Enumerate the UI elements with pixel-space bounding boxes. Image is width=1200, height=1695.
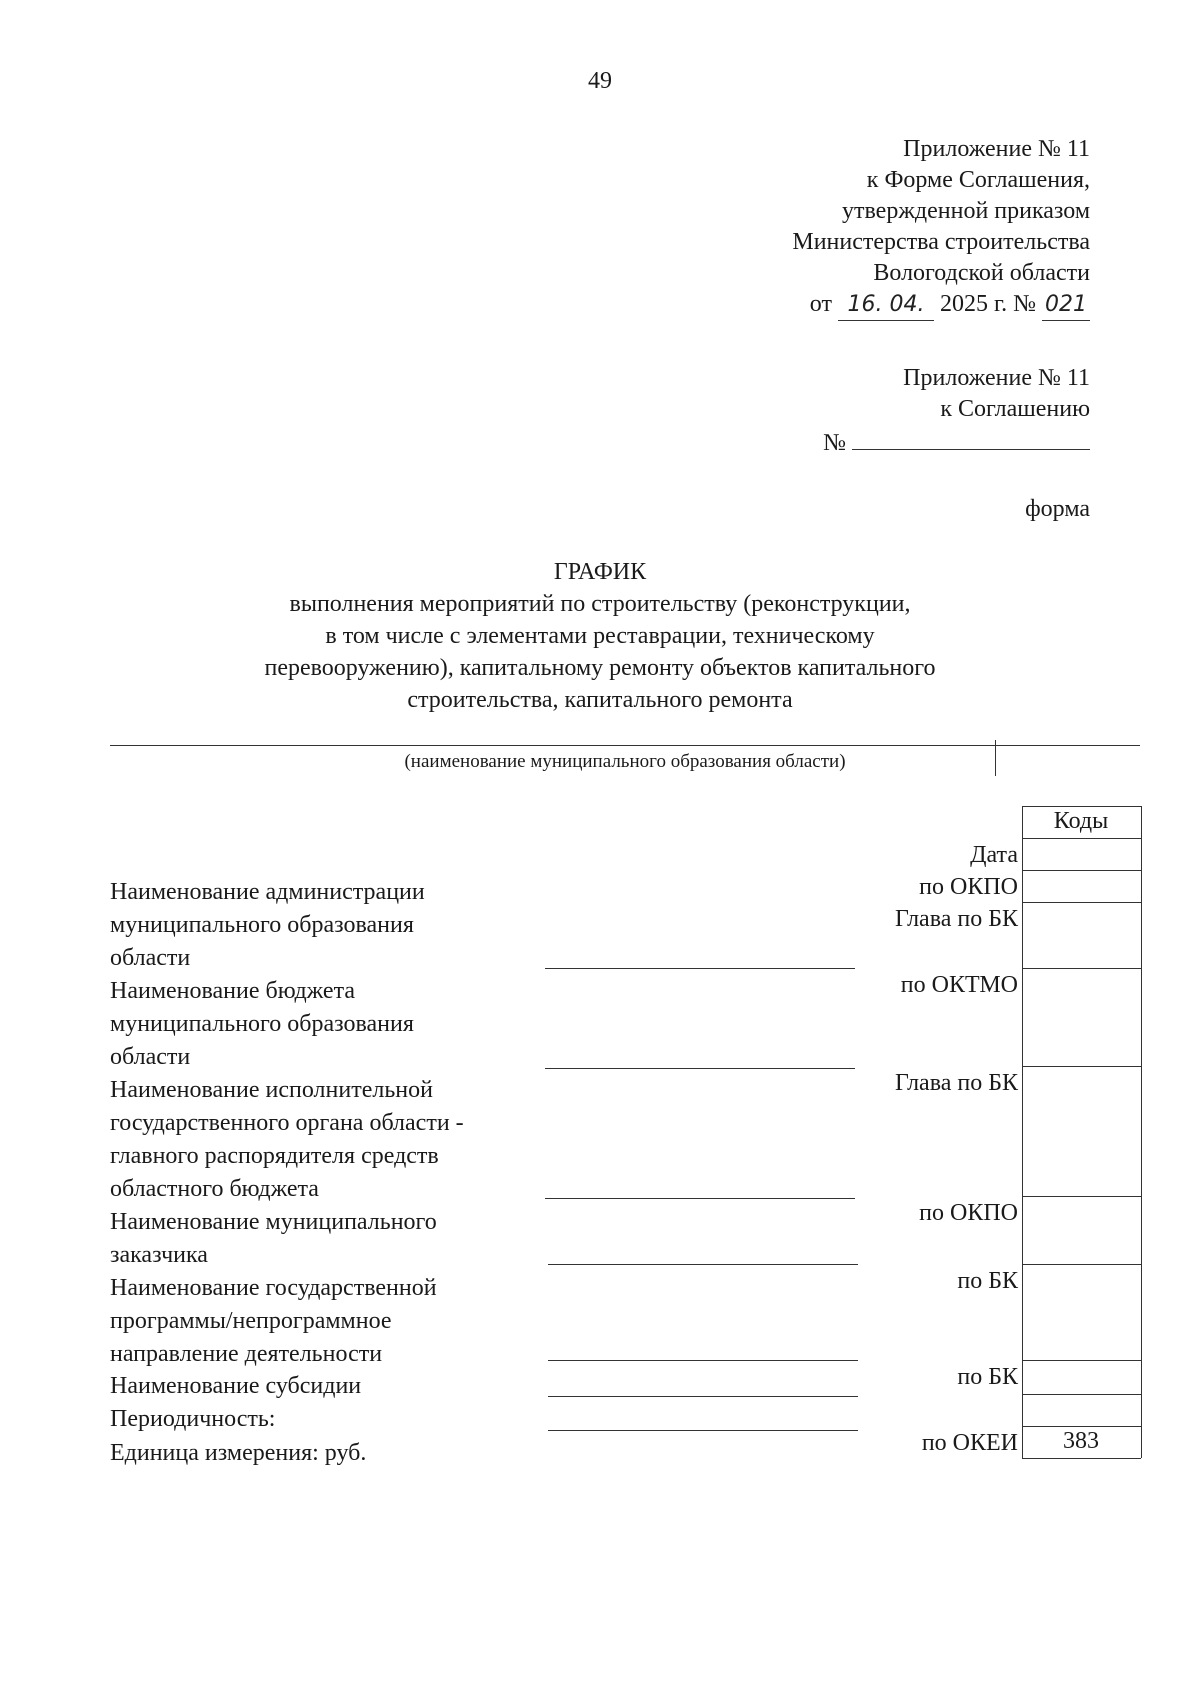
- year-text: 2025 г. №: [939, 291, 1036, 317]
- appendix-form-line: Министерства строительства: [792, 229, 1090, 255]
- code-label-okpo: по ОКПО: [919, 1200, 1018, 1226]
- budget-name-field[interactable]: [545, 1068, 855, 1069]
- codes-row-divider: [1022, 1066, 1141, 1067]
- codes-row-divider: [1022, 838, 1141, 839]
- budget-name-label: Наименование бюджета муниципального образования области: [110, 978, 414, 1070]
- codes-row-divider: [1022, 1426, 1141, 1427]
- codes-row-divider: [1022, 902, 1141, 903]
- municipality-name-line: [110, 745, 1140, 746]
- page-number: 49: [588, 68, 612, 94]
- agreement-number-field: [852, 427, 1090, 450]
- appendix-form-line: Приложение № 11: [903, 136, 1090, 162]
- code-label-bk-chapter: Глава по БК: [895, 906, 1018, 932]
- code-label-date: Дата: [970, 842, 1018, 868]
- codes-row-divider: [1022, 1264, 1141, 1265]
- admin-name-field[interactable]: [545, 968, 855, 969]
- subsidy-name-label: Наименование субсидии: [110, 1373, 362, 1399]
- codes-row-divider: [1022, 968, 1141, 969]
- agreement-number-line: [823, 427, 1090, 459]
- appendix-form-line: Вологодской области: [873, 260, 1090, 286]
- code-label-bk: по БК: [957, 1364, 1018, 1390]
- codes-row-divider: [1022, 1394, 1141, 1395]
- handwritten-date: 16. 04.: [838, 289, 934, 321]
- periodicity-field[interactable]: [548, 1430, 858, 1431]
- state-program-label: Наименование государственной программы/непрограммное направление деятельности: [110, 1275, 437, 1367]
- appendix-form-line: утвержденной приказом: [841, 198, 1090, 224]
- codes-header: Коды: [1053, 808, 1109, 834]
- title-line: строительства, капитального ремонта: [407, 687, 793, 713]
- title-line: выполнения мероприятий по строительству (реконструкции,: [289, 591, 911, 617]
- admin-name-label: Наименование администрации муниципального образования области: [110, 879, 425, 971]
- appendix-form-block: [792, 134, 1090, 321]
- form-label: форма: [1025, 496, 1090, 522]
- codes-row-divider: [1022, 1196, 1141, 1197]
- order-date-line: [792, 289, 1090, 321]
- codes-row-divider: [1022, 1360, 1141, 1361]
- okei-code-value: 383: [1063, 1428, 1099, 1454]
- executive-body-field[interactable]: [545, 1198, 855, 1199]
- code-label-okei: по ОКЕИ: [921, 1430, 1018, 1456]
- appendix-form-line: к Форме Соглашения,: [866, 167, 1090, 193]
- handwritten-order-number: 021: [1042, 289, 1090, 321]
- code-label-okpo: по ОКПО: [919, 874, 1018, 900]
- code-label-bk: по БК: [957, 1268, 1018, 1294]
- municipality-caption: (наименование муниципального образования области): [404, 751, 846, 772]
- title-heading: ГРАФИК: [553, 559, 647, 585]
- code-label-oktmo: по ОКТМО: [900, 972, 1018, 998]
- code-label-bk-chapter: Глава по БК: [895, 1070, 1018, 1096]
- municipal-customer-label: Наименование муниципального заказчика: [110, 1209, 437, 1268]
- subsidy-name-field[interactable]: [548, 1396, 858, 1397]
- date-prefix: от: [809, 291, 832, 317]
- municipal-customer-field[interactable]: [548, 1264, 858, 1265]
- document-title: [0, 556, 1200, 716]
- executive-body-label: Наименование исполнительной государственного органа области - главного распорядителя средств областного бюджета: [110, 1077, 464, 1202]
- appendix-agreement-block: [823, 363, 1090, 459]
- number-label: №: [823, 430, 846, 456]
- unit-of-measure-label: Единица измерения: руб.: [110, 1440, 367, 1466]
- state-program-field[interactable]: [548, 1360, 858, 1361]
- codes-bottom-border: [1022, 1458, 1141, 1459]
- periodicity-label: Периодичность:: [110, 1406, 276, 1432]
- appendix-agreement-line: к Соглашению: [940, 396, 1090, 422]
- title-line: перевооружению), капитальному ремонту объектов капитального: [264, 655, 936, 681]
- codes-row-divider: [1022, 870, 1141, 871]
- appendix-agreement-line: Приложение № 11: [903, 365, 1090, 391]
- title-line: в том числе с элементами реставрации, техническому: [325, 623, 875, 649]
